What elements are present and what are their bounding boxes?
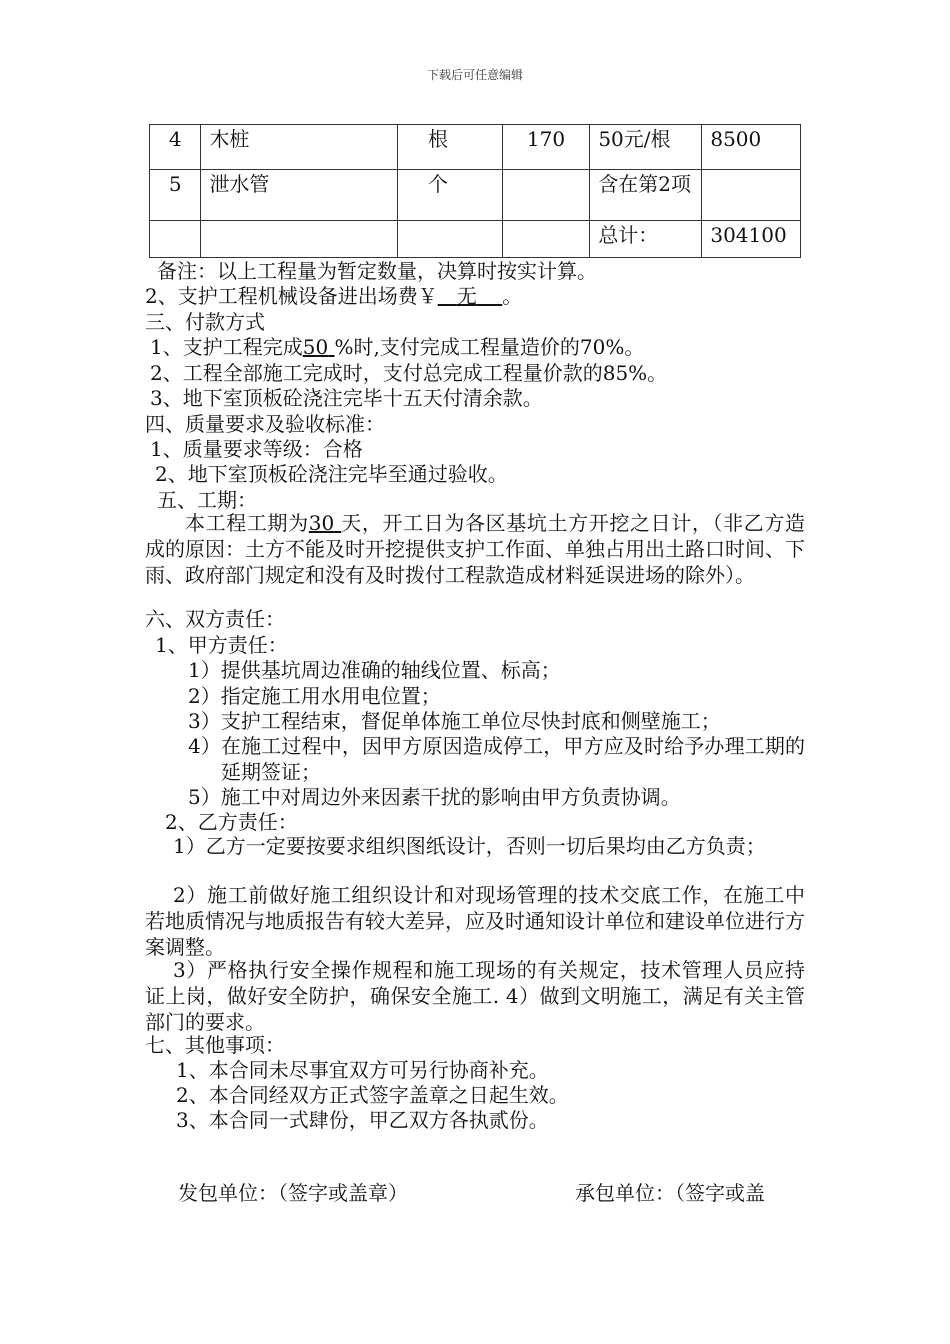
cell-qty <box>502 170 590 221</box>
cell-price: 含在第2项 <box>590 170 702 221</box>
payment-item-2: 2、工程全部施工完成时，支付总完成工程量价款的85%。 <box>150 361 668 385</box>
period-days: 30 <box>308 511 335 535</box>
party-a-item-3: 3）支护工程结束，督促单体施工单位尽快封底和侧壁施工； <box>188 709 721 733</box>
cell-price: 50元/根 <box>590 125 702 170</box>
other-item-3: 3、本合同一式肆份，甲乙双方各执贰份。 <box>176 1108 549 1132</box>
party-b-item-2: 2）施工前做好施工组织设计和对现场管理的技术交底工作，在施工中若地质情况与地质报告有较大差异，应及时通知设计单位和建设单位进行方案调整。 <box>145 883 805 959</box>
table-row <box>150 170 801 221</box>
period-section-title: 五、工期： <box>157 488 257 512</box>
cell-total-label: 总计： <box>590 221 702 258</box>
equipment-fee-line: 2、支护工程机械设备进出场费￥ 无 。 <box>145 284 523 308</box>
quantity-table <box>149 124 801 258</box>
party-a-item-4: 4）在施工过程中，因甲方原因造成停工，甲方应及时给予办理工期的延期签证； <box>188 734 805 784</box>
cell-amount <box>702 170 801 221</box>
other-section-title: 七、其他事项： <box>145 1033 285 1057</box>
cell-unit <box>397 221 502 258</box>
fee-value: 无 <box>456 284 477 308</box>
cell-no: 5 <box>150 170 201 221</box>
table-row <box>150 221 801 258</box>
payment-section-title: 三、付款方式 <box>145 310 265 334</box>
responsibility-section-title: 六、双方责任： <box>145 607 285 631</box>
signature-party-a: 发包单位：（签字或盖章） <box>178 1181 408 1205</box>
cell-name: 泄水管 <box>201 170 398 221</box>
cell-name <box>201 221 398 258</box>
other-item-2: 2、本合同经双方正式签字盖章之日起生效。 <box>176 1083 569 1107</box>
party-b-item-1: 1）乙方一定要按要求组织图纸设计，否则一切后果均由乙方负责； <box>173 834 766 858</box>
party-a-item-5: 5）施工中对周边外来因素干扰的影响由甲方负责协调。 <box>188 785 681 809</box>
cell-no <box>150 221 201 258</box>
cell-total-amount: 304100 <box>702 221 801 258</box>
remark-line: 备注：以上工程量为暂定数量，决算时按实计算。 <box>157 259 597 283</box>
other-item-1: 1、本合同未尽事宜双方可另行协商补充。 <box>176 1058 549 1082</box>
cell-qty <box>502 221 590 258</box>
party-a-item-1: 1）提供基坑周边准确的轴线位置、标高； <box>188 658 561 682</box>
signature-party-b: 承包单位：（签字或盖 <box>575 1181 765 1205</box>
quality-section-title: 四、质量要求及验收标准： <box>145 412 385 436</box>
cell-unit: 根 <box>397 125 502 170</box>
page-header-note: 下载后可任意编辑 <box>426 68 523 82</box>
cell-amount: 8500 <box>702 125 801 170</box>
table-row <box>150 125 801 170</box>
cell-unit: 个 <box>397 170 502 221</box>
payment-item-1: 1、支护工程完成50 %时,支付完成工程量造价的70%。 <box>150 335 645 359</box>
party-b-title: 2、乙方责任： <box>165 810 298 834</box>
quality-item-2: 2、地下室顶板砼浇注完毕至通过验收。 <box>155 462 508 486</box>
cell-name: 木桩 <box>201 125 398 170</box>
payment-percent: 50 <box>302 335 329 359</box>
party-b-item-3: 3）严格执行安全操作规程和施工现场的有关规定，技术管理人员应持证上岗，做好安全防护，确保安全施工. 4）做到文明施工，满足有关主管部门的要求。 <box>145 958 805 1034</box>
cell-no: 4 <box>150 125 201 170</box>
payment-item-3: 3、地下室顶板砼浇注完毕十五天付清余款。 <box>150 386 543 410</box>
cell-qty: 170 <box>502 125 590 170</box>
party-a-item-2: 2）指定施工用水用电位置； <box>188 684 441 708</box>
party-a-title: 1、甲方责任： <box>155 633 288 657</box>
period-paragraph: 本工程工期为30 天，开工日为各区基坑土方开挖之日计，（非乙方造成的原因：土方不能及时开挖提供支护工作面、单独占用出土路口时间、下雨、政府部门规定和没有及时拨付工程款造成材料延误进场的除外）。 <box>145 511 806 587</box>
fee-label: 2、支护工程机械设备进出场费￥ <box>145 284 438 308</box>
quality-item-1: 1、质量要求等级：合格 <box>150 437 363 461</box>
